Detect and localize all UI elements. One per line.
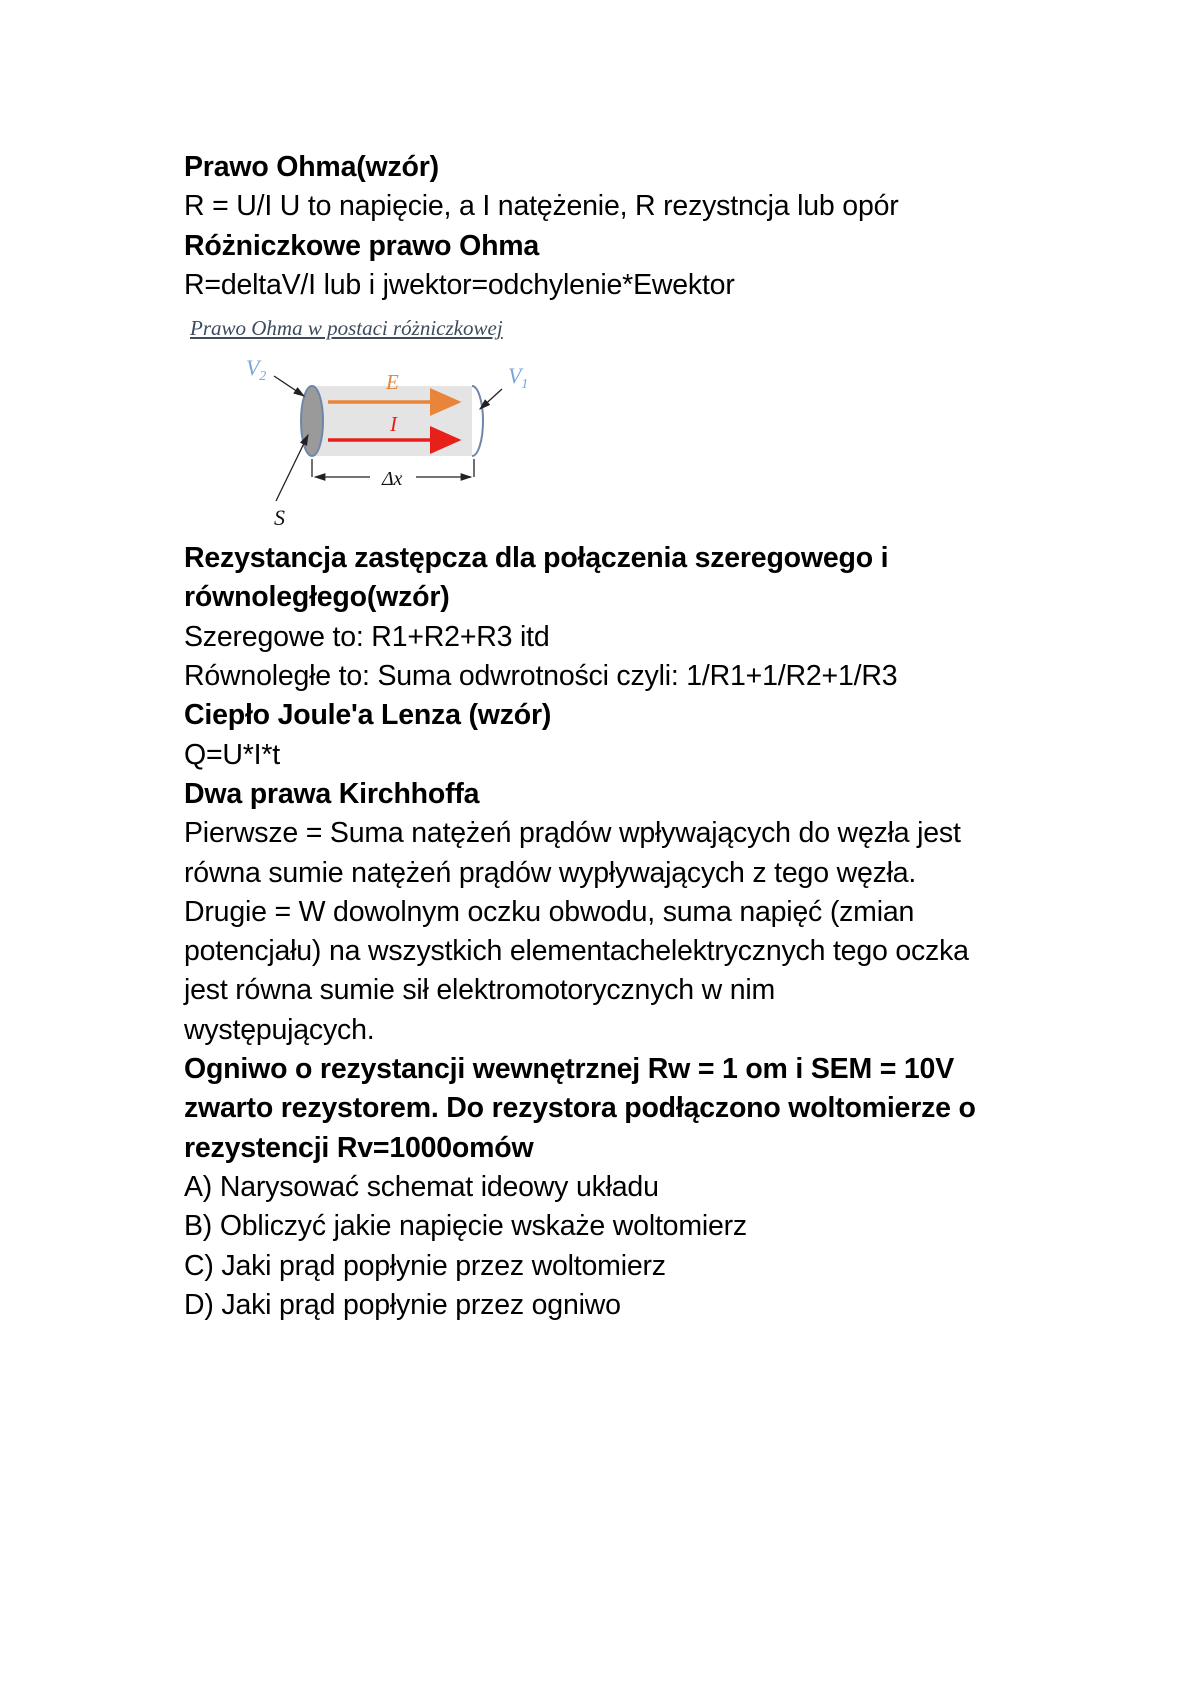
heading-equivalent-resistance: Rezystancja zastępcza dla połączenia szeregowego i	[184, 542, 889, 575]
s-pointer	[276, 435, 308, 501]
v1-pointer	[480, 389, 502, 409]
kirchhoff-second-line3: jest równa sumie sił elektromotorycznych w nim	[184, 974, 776, 1007]
conductor-diagram	[184, 305, 704, 539]
ohm-law-formula: R = U/I U to napięcie, a I natężenie, R rezystncja lub opór	[184, 190, 899, 223]
label-i: I	[390, 412, 397, 437]
kirchhoff-second-line4: występujących.	[184, 1013, 375, 1046]
kirchhoff-second-line1: Drugie = W dowolnym oczku obwodu, suma napięć (zmian	[184, 895, 915, 928]
question-d: D) Jaki prąd popłynie przez ogniwo	[184, 1288, 621, 1321]
heading-ohm-law: Prawo Ohma(wzór)	[184, 151, 439, 183]
heading-differential-ohm-law: Różniczkowe prawo Ohma	[184, 229, 540, 262]
parallel-formula: Równoległe to: Suma odwrotności czyli: 1/R1+1/R2+1/R3	[184, 660, 898, 693]
label-s: S	[274, 505, 285, 531]
kirchhoff-second-line2: potencjału) na wszystkich elementachelektrycznych tego oczka	[184, 935, 969, 968]
end-cap-s	[301, 386, 323, 456]
label-v2: $V_2$	[246, 355, 267, 385]
label-v1: $V_1$	[508, 363, 529, 393]
label-dx: Δx	[382, 468, 403, 491]
label-e: E	[386, 370, 399, 395]
differential-ohm-law-formula: R=deltaV/I lub i jwektor=odchylenie*Ewektor	[184, 268, 735, 301]
differential-ohm-figure	[184, 305, 704, 539]
figure-caption: Prawo Ohma w postaci różniczkowej	[190, 316, 503, 341]
kirchhoff-first-line2: równa sumie natężeń prądów wypływających z tego węzła.	[184, 856, 917, 889]
question-c: C) Jaki prąd popłynie przez woltomierz	[184, 1249, 666, 1282]
series-formula: Szeregowe to: R1+R2+R3 itd	[184, 620, 550, 653]
joule-lenz-formula: Q=U*I*t	[184, 738, 281, 771]
v2-pointer	[274, 376, 304, 396]
task-statement-line3: rezystencji Rv=1000omów	[184, 1131, 534, 1164]
task-statement-line2: zwarto rezystorem. Do rezystora podłączono woltomierze o	[184, 1092, 976, 1125]
heading-joule-lenz: Ciepło Joule'a Lenza (wzór)	[184, 699, 552, 732]
kirchhoff-first-line1: Pierwsze = Suma natężeń prądów wpływających do węzła jest	[184, 817, 961, 850]
question-b: B) Obliczyć jakie napięcie wskaże woltomierz	[184, 1210, 747, 1243]
heading-kirchhoff: Dwa prawa Kirchhoffa	[184, 777, 480, 810]
end-cap-right	[472, 386, 483, 456]
task-statement-line1: Ogniwo o rezystancji wewnętrznej Rw = 1 om i SEM = 10V	[184, 1053, 954, 1086]
heading-equivalent-resistance-cont: równoległego(wzór)	[184, 581, 450, 614]
document-body	[184, 148, 1084, 1325]
question-a: A) Narysować schemat ideowy układu	[184, 1170, 659, 1203]
